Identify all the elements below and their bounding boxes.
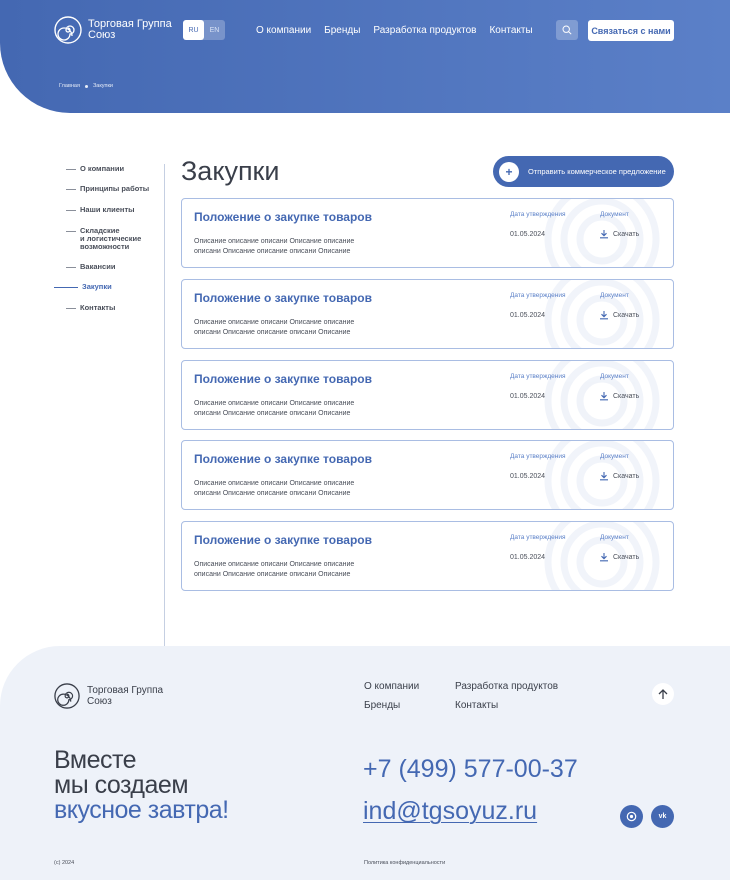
document-title[interactable]: Положение о закупке товаров (194, 372, 373, 386)
header (0, 0, 730, 113)
copyright: (с) 2024 (54, 860, 75, 866)
footer-link-products[interactable]: Разработка продуктов (455, 681, 559, 692)
sidebar-item-purchases[interactable] (66, 283, 112, 291)
contact-us-button[interactable]: Связаться с нами (588, 20, 674, 41)
privacy-link[interactable]: Политика конфиденциальности (364, 860, 446, 866)
search-button[interactable] (556, 20, 578, 40)
document-label: Документ (600, 292, 629, 299)
date-label: Дата утверждения (510, 373, 566, 380)
plus-icon: + (499, 162, 519, 182)
vk-icon: vk (658, 813, 667, 820)
document-description: Описание описание описани Описание описание описани Описание описание описани Описание (194, 319, 355, 336)
sidebar-dash (66, 308, 76, 309)
arrow-up-icon (658, 689, 668, 700)
sidebar-item-label: Контакты (80, 303, 116, 312)
breadcrumb-current: Закупки (92, 83, 113, 89)
approval-date: 01.05.2024 (510, 312, 546, 319)
footer (0, 646, 730, 880)
whatsapp-icon (626, 811, 637, 822)
breadcrumb-home[interactable]: Главная (59, 83, 80, 89)
search-icon (562, 25, 572, 35)
sidebar-item-logistics[interactable] (66, 227, 141, 251)
sidebar-dash (66, 210, 76, 211)
sidebar-dash (54, 287, 78, 288)
document-card (181, 198, 674, 268)
nav-brands[interactable]: Бренды (324, 25, 361, 36)
footer-logo-text (87, 685, 163, 707)
footer-phone[interactable]: +7 (499) 577-00-37 (363, 755, 578, 783)
document-title[interactable]: Положение о закупке товаров (194, 210, 373, 224)
download-label: Скачать (613, 472, 640, 480)
nav-products[interactable]: Разработка продуктов (373, 25, 477, 36)
document-description: Описание описание описани Описание описание описани Описание описание описани Описание (194, 480, 355, 497)
nav-about[interactable]: О компании (256, 25, 312, 36)
footer-slogan (54, 748, 229, 823)
document-description: Описание описание описани Описание описание описани Описание описание описани Описание (194, 238, 355, 255)
document-card (181, 360, 674, 430)
sidebar-item-label: Наши клиенты (80, 205, 135, 214)
nav-contacts[interactable]: Контакты (489, 25, 533, 36)
language-switch (183, 20, 225, 40)
sidebar-item-vacancies[interactable] (66, 263, 115, 271)
document-card (181, 279, 674, 349)
footer-nav (364, 681, 558, 711)
slogan-line-1: Вместе (54, 746, 137, 774)
document-description: Описание описание описани Описание описание описани Описание описание описани Описание (194, 400, 355, 417)
download-icon (599, 552, 609, 562)
sidebar-item-about[interactable] (66, 165, 124, 173)
scroll-top-button[interactable] (652, 683, 674, 705)
download-icon (599, 310, 609, 320)
approval-date: 01.05.2024 (510, 473, 546, 480)
lang-ru[interactable]: RU (183, 20, 204, 40)
document-description: Описание описание описани Описание описание описани Описание описание описани Описание (194, 561, 355, 578)
sidebar-item-clients[interactable] (66, 206, 135, 214)
download-link[interactable] (599, 229, 639, 239)
send-offer-label: Отправить коммерческое предложение (528, 167, 666, 176)
date-label: Дата утверждения (510, 534, 566, 541)
document-card (181, 521, 674, 591)
sidebar-item-contacts[interactable] (66, 304, 115, 312)
logo[interactable] (54, 16, 172, 44)
sidebar-dash (66, 231, 76, 232)
sidebar-dash (66, 267, 76, 268)
date-label: Дата утверждения (510, 292, 566, 299)
document-card (181, 440, 674, 510)
slogan-line-3: вкусное завтра! (54, 796, 229, 824)
sidebar-item-label: Принципы работы (80, 184, 150, 193)
date-label: Дата утверждения (510, 211, 566, 218)
footer-link-about[interactable]: О компании (364, 681, 420, 692)
send-offer-button[interactable] (493, 156, 674, 187)
whatsapp-button[interactable] (620, 805, 643, 828)
sidebar-item-principles[interactable] (66, 185, 149, 193)
vk-button[interactable] (651, 805, 674, 828)
download-link[interactable] (599, 552, 639, 562)
document-title[interactable]: Положение о закупке товаров (194, 533, 373, 547)
document-label: Документ (600, 453, 629, 460)
sidebar-item-label: О компании (80, 164, 125, 173)
sidebar-item-label: Вакансии (80, 262, 116, 271)
spiral-logo-icon (54, 683, 80, 709)
download-link[interactable] (599, 471, 639, 481)
document-title[interactable]: Положение о закупке товаров (194, 291, 373, 305)
download-icon (599, 229, 609, 239)
sidebar-dash (66, 189, 76, 190)
document-label: Документ (600, 373, 629, 380)
breadcrumb-separator (85, 85, 88, 88)
footer-email[interactable]: ind@tgsoyuz.ru (363, 797, 538, 825)
page-title: Закупки (181, 156, 280, 186)
download-icon (599, 391, 609, 401)
sidebar-dash (66, 169, 76, 170)
logo-text (88, 19, 172, 41)
footer-logo-line-2: Союз (87, 696, 112, 707)
sidebar-item-label: Складские и логистические возможности (80, 226, 142, 251)
main-nav (256, 25, 533, 36)
spiral-logo-icon (54, 16, 82, 44)
sidebar-item-label: Закупки (82, 282, 112, 291)
logo-line-1: Торговая Группа (88, 18, 172, 30)
download-label: Скачать (613, 392, 640, 400)
download-label: Скачать (613, 553, 640, 561)
slogan-line-2: мы создаем (54, 771, 189, 799)
footer-link-brands[interactable]: Бренды (364, 700, 401, 711)
approval-date: 01.05.2024 (510, 231, 546, 238)
download-link[interactable] (599, 391, 639, 401)
document-title[interactable]: Положение о закупке товаров (194, 452, 373, 466)
footer-logo-line-1: Торговая Группа (87, 685, 164, 696)
breadcrumb (59, 83, 113, 89)
approval-date: 01.05.2024 (510, 393, 546, 400)
sidebar-divider (164, 164, 165, 646)
logo-line-2: Союз (88, 29, 116, 41)
lang-en[interactable]: EN (209, 26, 220, 34)
download-label: Скачать (613, 311, 640, 319)
download-label: Скачать (613, 230, 640, 238)
document-label: Документ (600, 211, 629, 218)
document-label: Документ (600, 534, 629, 541)
footer-logo[interactable] (54, 683, 163, 709)
footer-link-contacts[interactable]: Контакты (455, 700, 499, 711)
download-link[interactable] (599, 310, 639, 320)
date-label: Дата утверждения (510, 453, 566, 460)
download-icon (599, 471, 609, 481)
approval-date: 01.05.2024 (510, 554, 546, 561)
